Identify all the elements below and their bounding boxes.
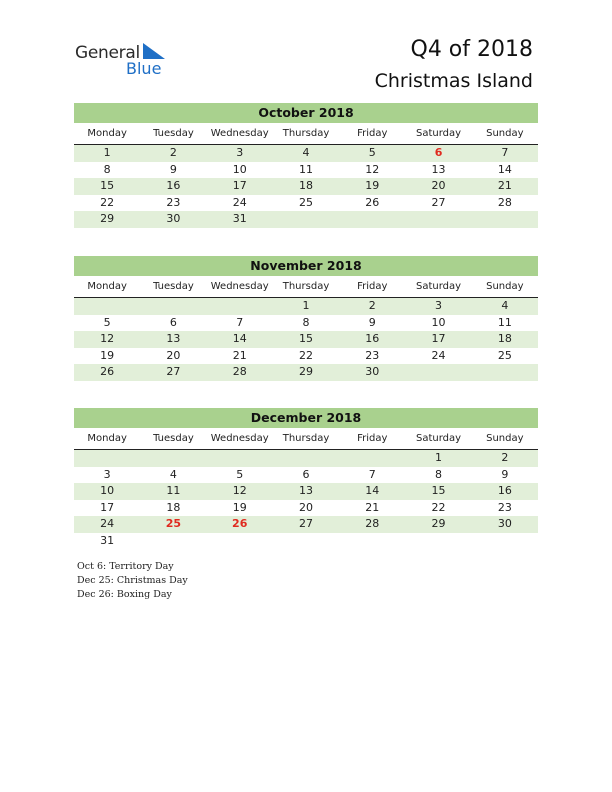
day-cell bbox=[472, 533, 538, 550]
day-cell: 8 bbox=[302, 315, 310, 329]
day-cell: 15 bbox=[431, 484, 446, 497]
day-cell: 2 bbox=[368, 299, 376, 312]
day-cell: 14 bbox=[497, 162, 512, 176]
week-row bbox=[74, 145, 538, 162]
day-cell bbox=[140, 533, 206, 550]
day-cell: 11 bbox=[298, 162, 313, 176]
day-cell: 31 bbox=[232, 212, 247, 225]
week-row bbox=[74, 298, 538, 315]
day-cell: 30 bbox=[497, 517, 512, 530]
day-cell: 3 bbox=[435, 299, 443, 312]
weekday-label: Saturday bbox=[416, 281, 462, 292]
logo-general-text: General bbox=[75, 43, 140, 63]
day-cell bbox=[74, 450, 140, 467]
day-cell bbox=[472, 211, 538, 228]
month-title: October 2018 bbox=[74, 103, 538, 123]
day-cell: 8 bbox=[103, 162, 111, 176]
holiday-note: Dec 26: Boxing Day bbox=[77, 589, 172, 600]
day-cell: 7 bbox=[368, 467, 376, 481]
day-cell: 28 bbox=[365, 517, 380, 530]
weekday-label: Thursday bbox=[282, 281, 330, 292]
day-cell: 21 bbox=[365, 500, 380, 514]
holiday-note: Oct 6: Territory Day bbox=[77, 561, 174, 572]
day-cell: 28 bbox=[497, 195, 512, 209]
day-cell: 22 bbox=[431, 500, 446, 514]
day-cell bbox=[207, 533, 273, 550]
day-cell: 29 bbox=[431, 517, 446, 530]
day-cell: 24 bbox=[431, 348, 446, 362]
weekday-label: Monday bbox=[87, 281, 127, 292]
day-cell: 13 bbox=[298, 484, 313, 497]
month-title: November 2018 bbox=[74, 256, 538, 276]
day-cell: 19 bbox=[365, 179, 380, 192]
weekday-label: Sunday bbox=[486, 128, 524, 139]
day-cell: 9 bbox=[501, 467, 509, 481]
day-cell: 22 bbox=[100, 195, 115, 209]
day-cell: 10 bbox=[100, 484, 115, 497]
week-row bbox=[74, 483, 538, 500]
week-row bbox=[74, 178, 538, 195]
week-row bbox=[74, 195, 538, 212]
weekday-label: Wednesday bbox=[210, 128, 269, 139]
day-cell: 17 bbox=[232, 179, 247, 192]
day-cell: 6 bbox=[302, 467, 310, 481]
weekday-label: Thursday bbox=[282, 433, 330, 444]
weekday-label: Friday bbox=[357, 281, 388, 292]
weekday-label: Monday bbox=[87, 128, 127, 139]
week-row bbox=[74, 467, 538, 484]
day-cell: 15 bbox=[100, 179, 115, 192]
generalblue-logo bbox=[75, 40, 175, 80]
day-cell: 18 bbox=[166, 500, 181, 514]
day-cell: 16 bbox=[497, 484, 512, 497]
day-cell: 30 bbox=[365, 365, 380, 378]
day-cell: 23 bbox=[166, 195, 181, 209]
page-title: Q4 of 2018 bbox=[410, 37, 533, 62]
day-cell: 24 bbox=[100, 517, 115, 530]
month-november bbox=[74, 256, 538, 381]
holiday-notes bbox=[77, 560, 188, 602]
day-cell bbox=[140, 450, 206, 467]
day-cell: 1 bbox=[302, 299, 310, 312]
day-cell: 19 bbox=[100, 348, 115, 362]
day-cell: 25 bbox=[497, 348, 512, 362]
day-cell: 25 bbox=[165, 517, 182, 530]
day-cell: 8 bbox=[435, 467, 443, 481]
weekday-label: Friday bbox=[357, 128, 388, 139]
day-cell: 9 bbox=[169, 162, 177, 176]
day-cell: 30 bbox=[166, 212, 181, 225]
weekday-header-row bbox=[74, 126, 538, 145]
weekday-label: Wednesday bbox=[210, 433, 269, 444]
day-cell: 24 bbox=[232, 195, 247, 209]
day-cell: 19 bbox=[232, 500, 247, 514]
weekday-label: Thursday bbox=[282, 128, 330, 139]
day-cell: 1 bbox=[103, 146, 111, 159]
day-cell: 14 bbox=[365, 484, 380, 497]
day-cell: 31 bbox=[100, 533, 115, 547]
week-row bbox=[74, 500, 538, 517]
weekday-label: Saturday bbox=[416, 433, 462, 444]
day-cell: 15 bbox=[298, 332, 313, 345]
day-cell: 26 bbox=[100, 365, 115, 378]
day-cell: 26 bbox=[232, 517, 248, 530]
weekday-label: Friday bbox=[357, 433, 388, 444]
holiday-note: Dec 25: Christmas Day bbox=[77, 575, 188, 586]
day-cell: 3 bbox=[103, 467, 111, 481]
day-cell: 23 bbox=[497, 500, 512, 514]
day-cell: 16 bbox=[365, 332, 380, 345]
day-cell: 2 bbox=[501, 451, 509, 464]
weekday-label: Sunday bbox=[486, 433, 524, 444]
day-cell bbox=[405, 211, 471, 228]
day-cell: 2 bbox=[169, 146, 177, 159]
day-cell: 3 bbox=[236, 146, 244, 159]
day-cell: 21 bbox=[497, 179, 512, 192]
logo-flag-icon bbox=[141, 42, 167, 60]
week-row bbox=[74, 348, 538, 365]
weekday-label: Monday bbox=[87, 433, 127, 444]
day-cell bbox=[273, 450, 339, 467]
weekday-label: Wednesday bbox=[210, 281, 269, 292]
day-cell: 12 bbox=[365, 162, 380, 176]
day-cell bbox=[207, 298, 273, 315]
day-cell: 18 bbox=[298, 179, 313, 192]
weekday-label: Tuesday bbox=[153, 281, 194, 292]
week-row bbox=[74, 331, 538, 348]
day-cell: 7 bbox=[501, 146, 509, 159]
day-cell bbox=[339, 211, 405, 228]
week-row bbox=[74, 533, 538, 550]
page-subtitle: Christmas Island bbox=[374, 70, 533, 92]
day-cell: 6 bbox=[169, 315, 177, 329]
weekday-label: Tuesday bbox=[153, 433, 194, 444]
month-title: December 2018 bbox=[74, 408, 538, 428]
week-row bbox=[74, 211, 538, 228]
day-cell: 27 bbox=[298, 517, 313, 530]
day-cell: 7 bbox=[236, 315, 244, 329]
day-cell: 9 bbox=[368, 315, 376, 329]
day-cell: 17 bbox=[100, 500, 115, 514]
day-cell bbox=[405, 533, 471, 550]
day-cell bbox=[339, 450, 405, 467]
week-row bbox=[74, 516, 538, 533]
day-cell: 18 bbox=[497, 332, 512, 345]
day-cell: 4 bbox=[169, 467, 177, 481]
day-cell: 12 bbox=[232, 484, 247, 497]
day-cell: 20 bbox=[431, 179, 446, 192]
day-cell: 28 bbox=[232, 365, 247, 378]
weekday-label: Saturday bbox=[416, 128, 462, 139]
day-cell bbox=[339, 533, 405, 550]
day-cell: 10 bbox=[232, 162, 247, 176]
day-cell: 11 bbox=[497, 315, 512, 329]
day-cell: 5 bbox=[236, 467, 244, 481]
day-cell: 6 bbox=[434, 146, 443, 159]
day-cell: 26 bbox=[365, 195, 380, 209]
day-cell: 4 bbox=[501, 299, 509, 312]
day-cell: 1 bbox=[435, 451, 443, 464]
day-cell bbox=[273, 211, 339, 228]
weekday-label: Sunday bbox=[486, 281, 524, 292]
day-cell: 12 bbox=[100, 332, 115, 345]
weekday-header-row bbox=[74, 431, 538, 450]
day-cell: 23 bbox=[365, 348, 380, 362]
weekday-label: Tuesday bbox=[153, 128, 194, 139]
day-cell bbox=[140, 298, 206, 315]
logo-blue-text: Blue bbox=[126, 59, 162, 78]
day-cell: 29 bbox=[100, 212, 115, 225]
day-cell: 20 bbox=[166, 348, 181, 362]
day-cell: 14 bbox=[232, 332, 247, 345]
week-row bbox=[74, 364, 538, 381]
day-cell: 27 bbox=[431, 195, 446, 209]
day-cell: 4 bbox=[302, 146, 310, 159]
day-cell: 10 bbox=[431, 315, 446, 329]
day-cell: 16 bbox=[166, 179, 181, 192]
month-december bbox=[74, 408, 538, 549]
day-cell: 11 bbox=[166, 484, 181, 497]
day-cell bbox=[207, 450, 273, 467]
weekday-header-row bbox=[74, 279, 538, 298]
day-cell: 17 bbox=[431, 332, 446, 345]
month-october bbox=[74, 103, 538, 228]
week-row bbox=[74, 315, 538, 332]
day-cell: 27 bbox=[166, 365, 181, 378]
day-cell bbox=[74, 298, 140, 315]
day-cell: 21 bbox=[232, 348, 247, 362]
week-row bbox=[74, 450, 538, 467]
day-cell: 22 bbox=[298, 348, 313, 362]
day-cell: 13 bbox=[166, 332, 181, 345]
day-cell: 13 bbox=[431, 162, 446, 176]
day-cell: 5 bbox=[368, 146, 376, 159]
day-cell bbox=[472, 364, 538, 381]
day-cell: 5 bbox=[103, 315, 111, 329]
day-cell: 20 bbox=[298, 500, 313, 514]
day-cell: 29 bbox=[298, 365, 313, 378]
day-cell bbox=[405, 364, 471, 381]
week-row bbox=[74, 162, 538, 179]
day-cell: 25 bbox=[298, 195, 313, 209]
day-cell bbox=[273, 533, 339, 550]
